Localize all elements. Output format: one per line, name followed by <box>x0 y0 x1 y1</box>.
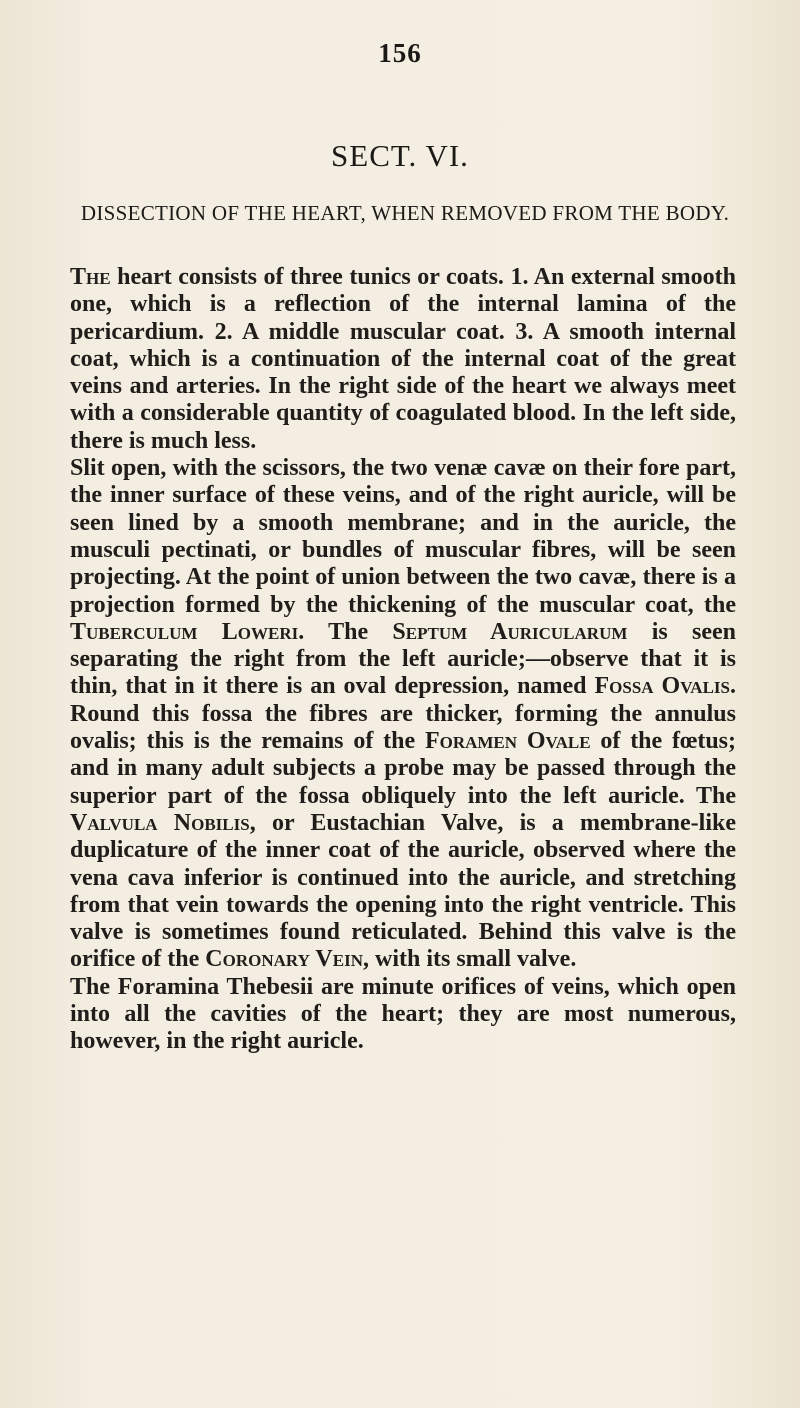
text-run: Slit open, with the scissors, the two venæ cavæ on their fore part, the inner surface of these veins, and of the right auricle, will be seen lined by a smooth membrane; and in the auricle, the musculi pectinati, or bundles of muscular fibres, will be seen projecting. At the point of union between the two cavæ, there is a projection formed by the thickening of the muscular coat, the <box>70 455 736 618</box>
text-run: of the fœtus; and in many adult subjects a probe may be passed through the superior part of the fossa obliquely into the left auricle. The <box>70 728 736 809</box>
text-run: , or Eustachian Valve, is a membrane-like duplicature of the inner coat of the auricle, observed where the vena cava inferior is continued into the auricle, and stretching from that vein towards the opening into the right ventricle. This valve is sometimes found reticulated. Behind this valve is the orifice of the <box>70 809 736 973</box>
text-run: The Foramina Thebesii are minute orifices of veins, which open into all the cavities of the heart; they are most numerous, however, in the right auricle. <box>70 973 736 1055</box>
text-run: heart consists of three tunics or coats. 1. An external smooth one, which is a reflection of the internal lamina of the pericardium. 2. A middle muscular coat. 3. A smooth internal coat, which is a continuation of the internal coat of the great veins and arteries. In the right side of the heart we always meet with a considerable quantity of coagulated blood. In the left side, there is much less. <box>70 264 736 454</box>
section-subtitle: DISSECTION OF THE HEART, WHEN REMOVED FROM THE BODY. <box>80 201 730 225</box>
small-caps-term: Septum Auricularum <box>392 618 628 645</box>
text-run: . The <box>298 618 393 645</box>
paragraph <box>70 455 736 974</box>
page-number: 156 <box>378 38 422 68</box>
small-caps-term: Fossa Ovalis <box>594 673 730 700</box>
body-text <box>70 264 736 1056</box>
paragraph <box>70 264 736 455</box>
section-heading: SECT. VI. <box>331 138 469 173</box>
text-run: is seen separating the right from the left auricle;—observe that it is thin, that in it there is an oval depression, named <box>70 618 736 700</box>
paragraph <box>70 974 736 1056</box>
text-run: . Round this fossa the fibres are thicker, forming the annulus ovalis; this is the remains of the <box>70 673 736 755</box>
small-caps-term: The <box>70 264 111 290</box>
small-caps-term: Coronary Vein <box>205 946 363 973</box>
text-run: , with its small valve. <box>362 946 577 973</box>
small-caps-term: Foramen Ovale <box>424 728 591 755</box>
small-caps-term: Tuberculum Loweri <box>70 618 299 645</box>
small-caps-term: Valvula Nobilis <box>70 809 250 836</box>
